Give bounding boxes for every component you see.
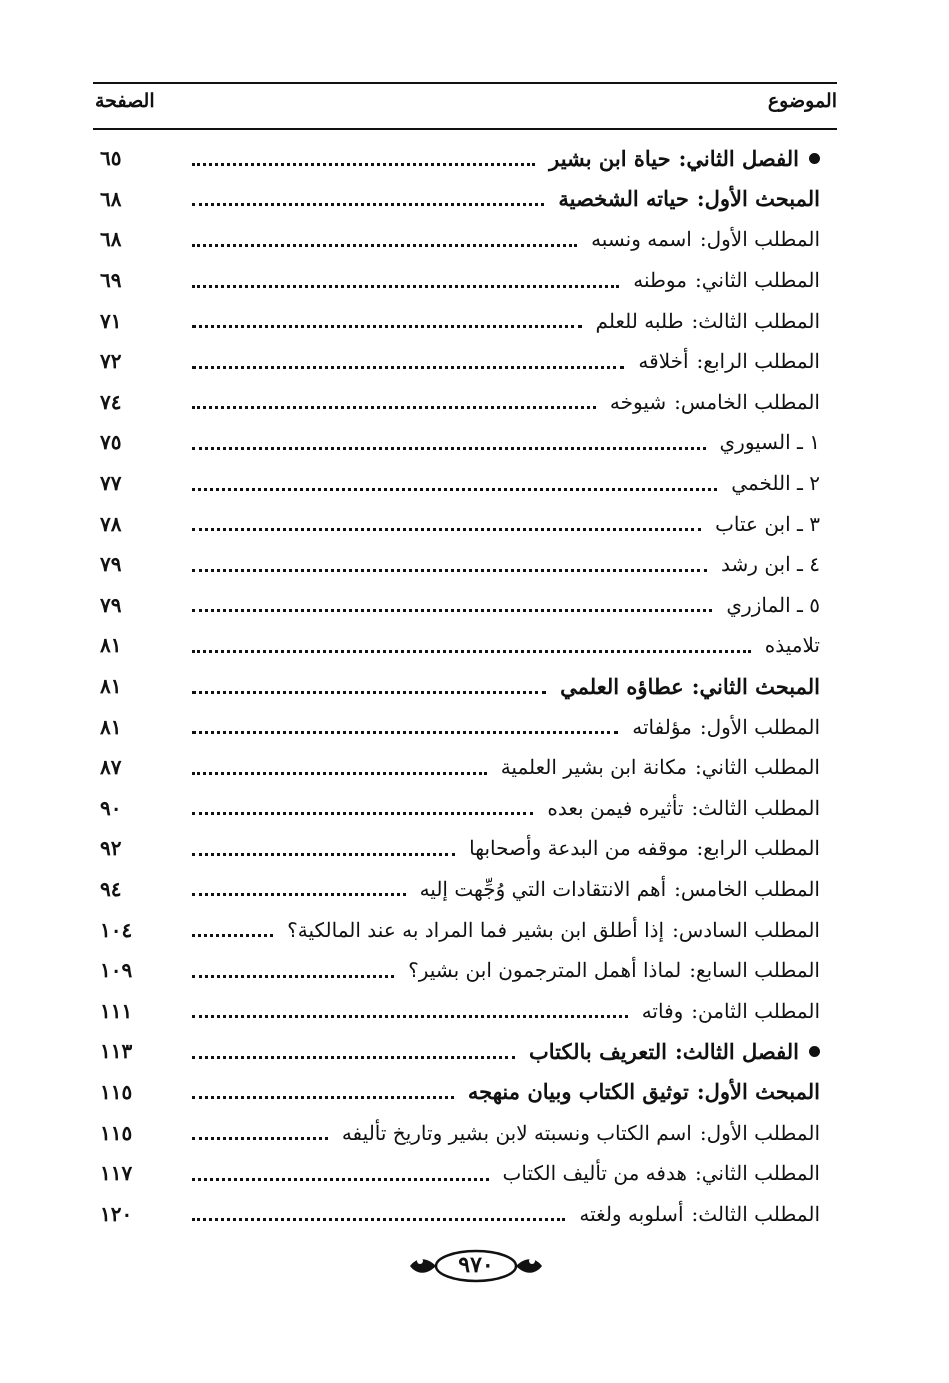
toc-entry-text: مؤلفاته <box>632 714 692 739</box>
toc-entry-page: ١١٣ <box>100 1039 133 1064</box>
toc-entry-title: المبحث الثاني:عطاؤه العلمي <box>560 673 820 699</box>
toc-entry-text: اسم الكتاب ونسبته لابن بشير وتاريخ تأليفه <box>341 1120 692 1145</box>
toc-entry-page: ٧١ <box>100 308 122 333</box>
toc-entry-page: ٩٢ <box>100 836 122 861</box>
toc-entry-title: المبحث الأول:توثيق الكتاب وبيان منهجه <box>467 1079 820 1105</box>
toc-entry-label: المطلب الثاني <box>701 1161 820 1186</box>
toc-entry-title: المطلب الثاني:هدفه من تأليف الكتاب <box>502 1161 820 1186</box>
toc-entry-label: المطلب الثامن <box>698 998 820 1023</box>
toc-entry-text: أسلوبه ولغته <box>579 1201 684 1226</box>
toc-entry-page: ١١٥ <box>100 1079 133 1104</box>
toc-entry-text: تأثيره فيمن بعده <box>547 795 684 820</box>
toc-entry <box>100 463 820 504</box>
toc-entry <box>100 990 820 1031</box>
toc-entry-text: توثيق الكتاب وبيان منهجه <box>467 1079 689 1105</box>
toc-entry-text: ١ ـ السيوري <box>719 430 820 455</box>
toc-entry-title: الفصل الثاني:حياة ابن بشير <box>549 145 799 171</box>
toc-entry <box>100 666 820 707</box>
toc-entry-page: ٦٥ <box>100 146 122 171</box>
toc-entry <box>100 1112 820 1153</box>
toc-entry <box>100 909 820 950</box>
dot-leader <box>192 1015 628 1018</box>
toc-entry-label: المطلب الخامس <box>680 389 820 414</box>
toc-entry-title: المطلب الثامن:وفاته <box>641 998 820 1023</box>
dot-leader <box>192 893 406 896</box>
toc-entry-text: شيوخه <box>609 389 667 414</box>
dot-leader <box>192 569 707 572</box>
toc-entry-page: ١٠٤ <box>100 917 133 942</box>
toc-entry-page: ٩٠ <box>100 795 122 820</box>
toc-entry <box>100 1193 820 1234</box>
dot-leader <box>192 203 544 206</box>
toc-entry-label: المطلب الثالث <box>698 1201 820 1226</box>
toc-entry-page: ١٠٩ <box>100 958 133 983</box>
toc-entry-page: ٨٧ <box>100 755 122 780</box>
toc-entry-label: المبحث الأول <box>704 186 820 212</box>
toc-entry-text: أخلاقه <box>638 349 689 374</box>
toc-entry-page: ٧٧ <box>100 471 122 496</box>
toc-entry-text: ٣ ـ ابن عتاب <box>715 511 820 536</box>
toc-entry-text: تلاميذه <box>764 633 820 658</box>
toc-entry-text: لماذا أهمل المترجمون ابن بشير؟ <box>408 958 682 983</box>
toc-entry-title <box>715 512 820 536</box>
toc-entry <box>100 503 820 544</box>
toc-entry-label: المبحث الأول <box>704 1079 820 1105</box>
toc-entry <box>100 869 820 910</box>
toc-entry-text: التعريف بالكتاب <box>529 1038 667 1064</box>
toc-entry-text: اسمه ونسبه <box>591 227 692 252</box>
dot-leader <box>192 812 533 815</box>
toc-entry-label: المطلب الثالث <box>698 308 820 333</box>
toc-entry-page: ١١١ <box>100 998 133 1023</box>
dot-leader <box>192 325 582 328</box>
toc-entry-text: مكانة ابن بشير العلمية <box>500 755 687 780</box>
toc-entry-text: عطاؤه العلمي <box>560 673 684 699</box>
toc-entry <box>100 1153 820 1194</box>
bullet-icon <box>809 1046 820 1057</box>
toc-entry-text: موطنه <box>633 268 687 293</box>
toc-entry-text: ٤ ـ ابن رشد <box>721 552 820 577</box>
toc-entry-page: ٦٨ <box>100 186 122 211</box>
dot-leader <box>192 244 577 247</box>
toc-entry-label: المطلب الرابع <box>703 349 820 374</box>
toc-entry-page: ٧٨ <box>100 511 122 536</box>
toc-entry-title: المبحث الأول:حياته الشخصية <box>558 186 820 212</box>
toc-entry <box>100 300 820 341</box>
dot-leader <box>192 975 394 978</box>
toc-entry-label: المطلب الأول <box>706 1120 820 1145</box>
dot-leader <box>192 934 273 937</box>
dot-leader <box>192 285 619 288</box>
toc-entry <box>100 382 820 423</box>
toc-entry-label: الفصل الثاني <box>686 145 799 171</box>
toc-entry-page: ١١٧ <box>100 1161 133 1186</box>
dot-leader <box>192 609 712 612</box>
header-bottom-rule <box>93 128 837 130</box>
toc-entry <box>100 1072 820 1113</box>
toc-entry <box>100 706 820 747</box>
toc-entry-title: المطلب الثالث:طلبه للعلم <box>595 308 820 333</box>
toc-entry <box>100 747 820 788</box>
toc-entry-text: ٥ ـ المازري <box>726 592 820 617</box>
toc-entry-label: المطلب السادس <box>678 917 820 942</box>
toc-entry-title: المطلب الثالث:تأثيره فيمن بعده <box>547 795 820 820</box>
toc-entry-text: موقفه من البدعة وأصحابها <box>469 836 689 861</box>
toc-entry-page: ٧٩ <box>100 552 122 577</box>
toc-entry <box>100 544 820 585</box>
toc-entry-label: الفصل الثالث <box>682 1038 799 1064</box>
dot-leader <box>192 528 701 531</box>
dot-leader <box>192 1137 328 1140</box>
topic-column-header: الموضوع <box>767 90 837 112</box>
toc-entry-label: المطلب الخامس <box>680 876 820 901</box>
page-number: ٩٧٠ <box>458 1252 494 1278</box>
toc-entry <box>100 950 820 991</box>
toc-entry <box>100 585 820 626</box>
dot-leader <box>192 772 487 775</box>
toc-entry-text: أهم الانتقادات التي وُجِّهت إليه <box>419 876 667 901</box>
toc-entry-title <box>720 430 821 454</box>
toc-entry-title: الفصل الثالث:التعريف بالكتاب <box>529 1038 799 1064</box>
toc-entry-page: ٧٢ <box>100 349 122 374</box>
toc-entry <box>100 422 820 463</box>
toc-entry-label: المطلب الثاني <box>701 755 820 780</box>
toc-entry-text: طلبه للعلم <box>595 308 684 333</box>
toc-entry-text: حياته الشخصية <box>558 186 689 212</box>
toc-entry-page: ٧٩ <box>100 592 122 617</box>
toc-entry-page: ٦٨ <box>100 227 122 252</box>
toc-entry-title: المطلب الأول:اسم الكتاب ونسبته لابن بشير وتاريخ تأليفه <box>341 1120 820 1145</box>
toc-entry <box>100 1031 820 1072</box>
toc-entry-label: المطلب السابع <box>695 958 820 983</box>
toc-entry-label: المبحث الثاني <box>699 673 820 699</box>
toc-entry-page: ٨١ <box>100 674 122 699</box>
toc-entry-title: المطلب السابع:لماذا أهمل المترجمون ابن بشير؟ <box>408 958 820 983</box>
toc-entry-page: ١١٥ <box>100 1120 133 1145</box>
page-number-ornament <box>402 1244 550 1288</box>
toc-entry <box>100 260 820 301</box>
toc-entry <box>100 828 820 869</box>
toc-entry <box>100 219 820 260</box>
toc-entry-title: المطلب السادس:إذا أطلق ابن بشير فما المراد به عند المالكية؟ <box>287 917 820 942</box>
toc-entry-label: المطلب الأول <box>706 714 820 739</box>
toc-entry-title: المطلب الرابع:موقفه من البدعة وأصحابها <box>469 836 820 861</box>
toc-entry-text: حياة ابن بشير <box>549 145 671 171</box>
toc-entry <box>100 625 820 666</box>
toc-entry-text: وفاته <box>641 998 684 1023</box>
dot-leader <box>192 731 618 734</box>
toc-entry-label: المطلب الثالث <box>698 795 820 820</box>
toc-entry-text: هدفه من تأليف الكتاب <box>502 1161 687 1186</box>
dot-leader <box>192 1218 565 1221</box>
toc-entry-title <box>765 633 820 657</box>
toc-entry-title <box>721 552 820 576</box>
toc-entry <box>100 341 820 382</box>
dot-leader <box>192 650 751 653</box>
toc-entry-label: المطلب الثاني <box>701 268 820 293</box>
toc-entry-title: المطلب الرابع:أخلاقه <box>638 349 820 374</box>
toc-entry-page: ٧٥ <box>100 430 122 455</box>
toc-entry <box>100 179 820 220</box>
toc-entry-text: ٢ ـ اللخمي <box>731 471 820 496</box>
page-column-header: الصفحة <box>95 90 155 112</box>
toc-entry-title: المطلب الخامس:أهم الانتقادات التي وُجِّهت إليه <box>419 876 820 901</box>
toc-entry-title: المطلب الأول:اسمه ونسبه <box>591 227 820 252</box>
dot-leader <box>192 447 706 450</box>
dot-leader <box>192 1096 454 1099</box>
toc-entry-page: ١٢٠ <box>100 1201 133 1226</box>
toc-entry <box>100 788 820 829</box>
bullet-icon <box>809 153 820 164</box>
toc-entry-page: ٧٤ <box>100 389 122 414</box>
dot-leader <box>192 1056 515 1059</box>
header-top-rule <box>93 82 837 84</box>
toc-entry-page: ٨١ <box>100 714 122 739</box>
table-of-contents <box>100 138 820 1234</box>
toc-entry-title <box>731 471 820 495</box>
dot-leader <box>192 366 624 369</box>
toc-entry-page: ٩٤ <box>100 876 122 901</box>
dot-leader <box>192 853 455 856</box>
toc-entry-title: المطلب الثالث:أسلوبه ولغته <box>579 1201 820 1226</box>
toc-entry-label: المطلب الأول <box>706 227 820 252</box>
toc-entry-title: المطلب الأول:مؤلفاته <box>632 714 820 739</box>
dot-leader <box>192 488 717 491</box>
dot-leader <box>192 406 596 409</box>
toc-entry-title: المطلب الخامس:شيوخه <box>609 389 820 414</box>
dot-leader <box>192 691 546 694</box>
toc-entry-title: المطلب الثاني:موطنه <box>633 268 820 293</box>
dot-leader <box>192 163 535 166</box>
toc-entry <box>100 138 820 179</box>
toc-entry-label: المطلب الرابع <box>703 836 820 861</box>
toc-entry-page: ٨١ <box>100 633 122 658</box>
toc-entry-title: المطلب الثاني:مكانة ابن بشير العلمية <box>500 755 820 780</box>
toc-entry-title <box>726 593 820 617</box>
toc-entry-page: ٦٩ <box>100 268 122 293</box>
dot-leader <box>192 1178 489 1181</box>
toc-entry-text: إذا أطلق ابن بشير فما المراد به عند المالكية؟ <box>287 917 665 942</box>
